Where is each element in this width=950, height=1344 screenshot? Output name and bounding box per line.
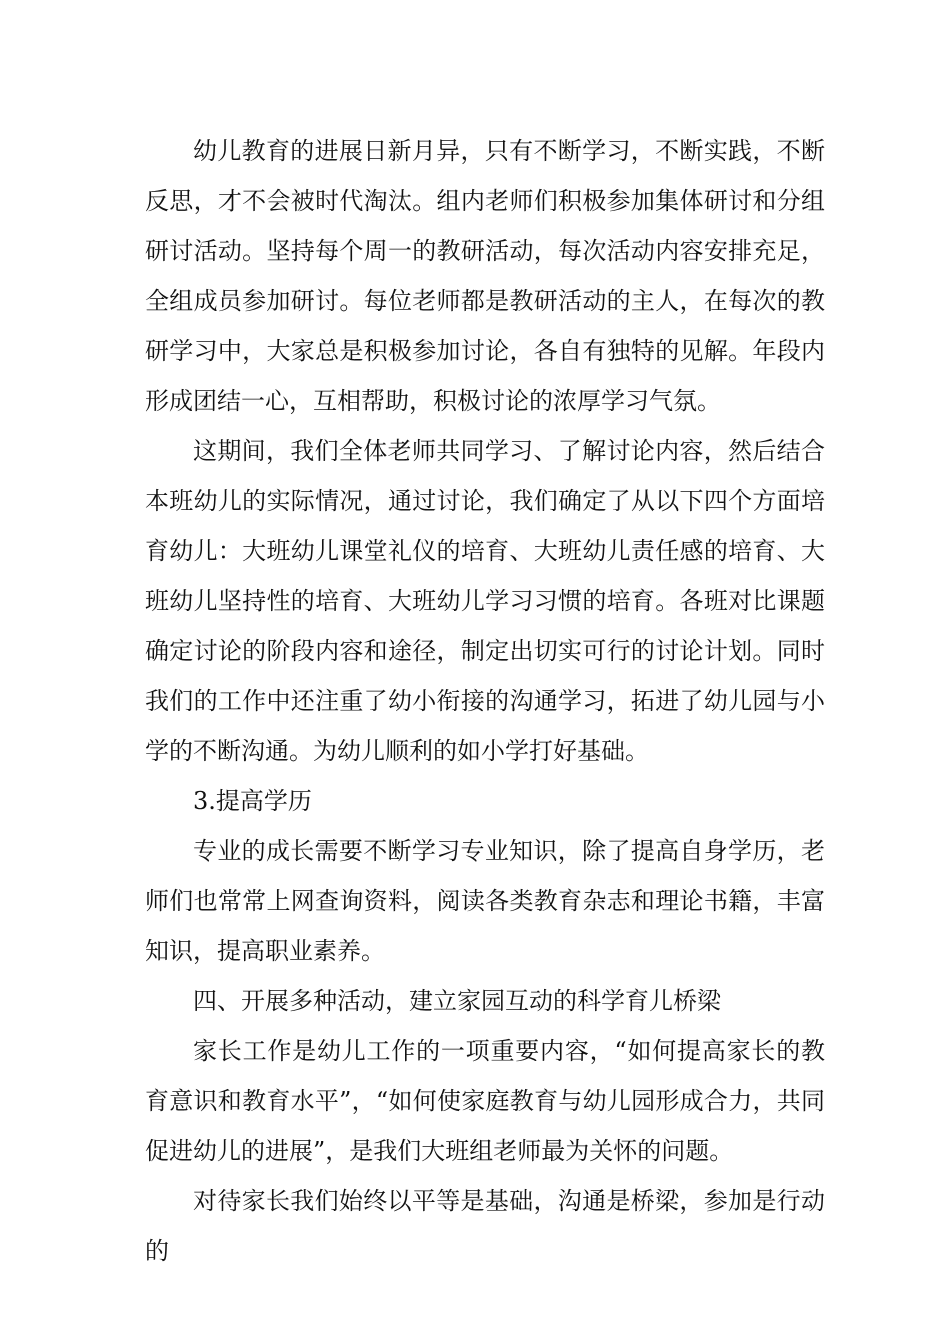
paragraph: 这期间，我们全体老师共同学习、了解讨论内容，然后结合本班幼儿的实际情况，通过讨论，我们确定了从以下四个方面培育幼儿：大班幼儿课堂礼仪的培育、大班幼儿责任感的培育、大班幼儿坚持性的培育、大班幼儿学习习惯的培育。各班对比课题确定讨论的阶段内容和途径，制定出切实可行的讨论计划。同时我们的工作中还注重了幼小衔接的沟通学习，拓进了幼儿园与小学的不断沟通。为幼儿顺利的如小学打好基础。 (145, 437, 825, 765)
paragraph: 对待家长我们始终以平等是基础，沟通是桥梁，参加是行动的 (145, 1187, 825, 1265)
document-body (145, 126, 825, 1276)
section-heading: 3.提高学历 (193, 787, 312, 815)
paragraph: 专业的成长需要不断学习专业知识，除了提高自身学历，老师们也常常上网查询资料，阅读各类教育杂志和理论书籍，丰富知识，提高职业素养。 (145, 837, 825, 965)
section-heading: 四、开展多种活动，建立家园互动的科学育儿桥梁 (193, 987, 721, 1015)
paragraph: 家长工作是幼儿工作的一项重要内容，“如何提高家长的教育意识和教育水平”，“如何使家庭教育与幼儿园形成合力，共同促进幼儿的进展”，是我们大班组老师最为关怀的问题。 (145, 1037, 825, 1165)
paragraph: 幼儿教育的进展日新月异，只有不断学习，不断实践，不断反思，才不会被时代淘汰。组内老师们积极参加集体研讨和分组研讨活动。坚持每个周一的教研活动，每次活动内容安排充足，全组成员参加研讨。每位老师都是教研活动的主人，在每次的教研学习中，大家总是积极参加讨论，各自有独特的见解。年段内形成团结一心，互相帮助，积极讨论的浓厚学习气氛。 (145, 137, 825, 415)
